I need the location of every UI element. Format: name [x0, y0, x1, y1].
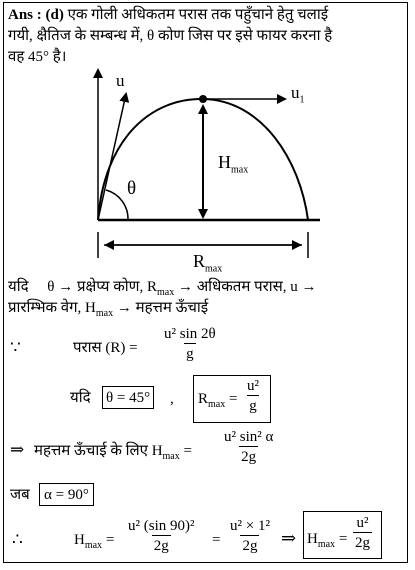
- final-numerator-2: u² × 1²: [230, 518, 270, 534]
- definitions-line-2: [8, 299, 208, 317]
- answer-text-2: गयी, क्षैतिज के सम्बन्ध में, θ कोण जिस पर इसे फायर करना है: [8, 28, 333, 44]
- range-denominator: g: [184, 343, 196, 363]
- label-rmax-sub: max: [205, 263, 223, 275]
- range-lhs: परास (R) =: [73, 340, 138, 356]
- rmax-result-denominator: g: [247, 395, 259, 415]
- height-equals: =: [183, 443, 192, 459]
- answer-label: Ans : (d): [8, 7, 64, 23]
- therefore-symbol: ∴: [12, 530, 23, 549]
- final-result-equals: =: [338, 531, 348, 547]
- definitions-text-1: यदि θ → प्रक्षेप्य कोण, R: [8, 279, 157, 295]
- alpha-box: α = 90°: [39, 483, 94, 506]
- when-label: जब: [10, 487, 30, 503]
- angle-arc: [106, 190, 128, 220]
- final-eq1: =: [105, 532, 115, 548]
- final-result-denominator: 2g: [353, 532, 372, 552]
- label-u1-main: u: [291, 83, 300, 102]
- height-text: [34, 442, 192, 460]
- theta-box: θ = 45°: [102, 386, 154, 409]
- final-result-lhs: [307, 530, 347, 548]
- range-numerator: u² sin 2θ: [164, 326, 216, 342]
- condition-if: यदि: [70, 390, 91, 406]
- final-denominator-1: 2g: [152, 535, 171, 555]
- rmax-result-equals: =: [228, 391, 238, 407]
- rmax-result-numerator: u²: [247, 378, 259, 394]
- final-numerator-1: u² (sin 90)²: [128, 518, 195, 534]
- final-lhs-main: H: [74, 532, 85, 548]
- final-lhs: [74, 531, 114, 549]
- implies-symbol-1: ⇒: [10, 440, 25, 459]
- range-fraction: [162, 325, 218, 363]
- rmax-result-sub: max: [208, 399, 226, 410]
- final-result-fraction: [353, 514, 372, 552]
- label-rmax-main: R: [193, 251, 206, 271]
- answer-text-1: एक गोली अधिकतम परास तक पहुँचाने हेतु चलाई: [67, 7, 329, 23]
- final-fraction-1: [126, 517, 197, 555]
- label-hmax-main: H: [218, 152, 231, 172]
- final-eq2: =: [212, 532, 221, 548]
- label-hmax-sub: max: [231, 164, 249, 176]
- label-rmax: [193, 251, 223, 275]
- height-text-sub: max: [162, 451, 180, 462]
- height-numerator: u² sin² α: [224, 429, 274, 445]
- answer-text-3: वह 45° है।: [8, 49, 67, 65]
- rmax-result-lhs: [198, 390, 237, 408]
- rmax-result-fraction: [245, 377, 261, 415]
- height-denominator: 2g: [239, 446, 258, 466]
- definitions-text-1b: → अधिकतम परास, u →: [174, 279, 317, 295]
- final-result-main: H: [307, 531, 318, 547]
- label-hmax: [218, 152, 249, 176]
- label-u1: [291, 83, 305, 106]
- final-denominator-2: 2g: [240, 535, 259, 555]
- condition-comma: ,: [170, 391, 174, 407]
- definitions-text-2b: → महत्तम ऊँचाई: [113, 300, 209, 316]
- because-symbol: ∵: [10, 338, 21, 357]
- rmax-result-main: R: [198, 391, 209, 407]
- label-u1-sub: 1: [299, 94, 305, 106]
- label-u: u: [116, 71, 125, 90]
- final-fraction-2: [228, 517, 272, 555]
- height-text-main: महत्तम ऊँचाई के लिए H: [34, 443, 163, 459]
- implies-symbol-2: ⇒: [281, 528, 297, 548]
- label-theta: θ: [127, 178, 137, 199]
- definitions-rsub: max: [157, 287, 175, 298]
- height-fraction: [222, 428, 275, 466]
- definitions-text-2a: प्रारम्भिक वेग, H: [8, 300, 96, 316]
- definitions-line-1: [8, 278, 317, 296]
- final-result-sub: max: [317, 539, 336, 550]
- final-result-numerator: u²: [356, 515, 369, 531]
- final-lhs-sub: max: [84, 540, 103, 551]
- definitions-hsub: max: [95, 308, 114, 319]
